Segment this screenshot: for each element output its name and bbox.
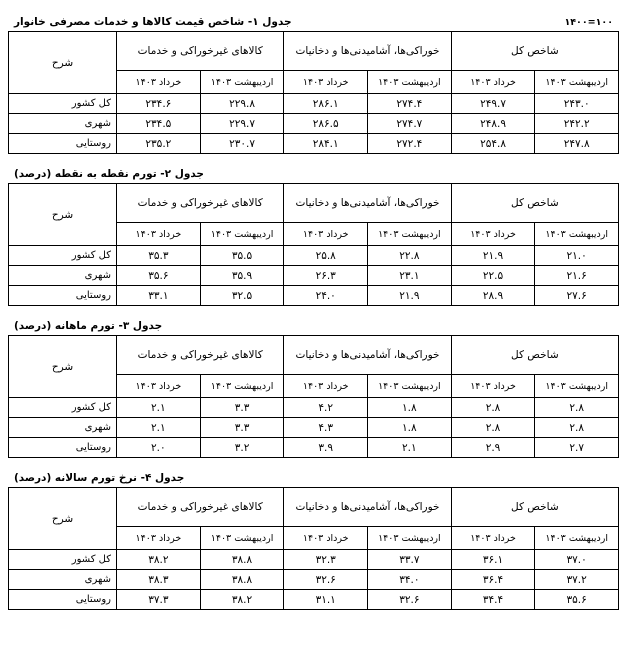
data-cell: ۳۷.۰ [535,550,619,570]
period-header-g2-p2: خرداد ۱۴۰۳ [284,527,368,550]
table-block-1 [8,12,619,154]
data-cell: ۲۳۴.۵ [117,114,201,134]
table-row [9,438,619,458]
period-header-g2-p2: خرداد ۱۴۰۳ [284,71,368,94]
header-row-groups [9,32,619,71]
table-caption-row [8,316,619,335]
column-group-header-1: شاخص کل [451,336,618,375]
table-title: جدول ۱- شاخص قیمت کالاها و خدمات مصرفی خانوار [14,16,292,28]
data-cell: ۲.۹ [451,438,535,458]
data-cell: ۳۶.۱ [451,550,535,570]
period-header-g1-p1: اردیبهشت ۱۴۰۳ [535,71,619,94]
row-label: روستایی [9,134,117,154]
data-cell: ۲۴۹.۷ [451,94,535,114]
caption-spacer [612,331,613,332]
data-cell: ۲۱.۹ [451,246,535,266]
period-header-g3-p1: اردیبهشت ۱۴۰۳ [200,71,284,94]
period-header-g3-p2: خرداد ۱۴۰۳ [117,71,201,94]
description-column-header: شرح [9,488,117,550]
data-cell: ۲۳۰.۷ [200,134,284,154]
data-cell: ۳.۳ [200,418,284,438]
row-label: روستایی [9,286,117,306]
header-row-groups [9,336,619,375]
description-column-header: شرح [9,336,117,398]
data-cell: ۲۸۶.۱ [284,94,368,114]
data-cell: ۳۲.۳ [284,550,368,570]
period-header-g2-p1: اردیبهشت ۱۴۰۳ [368,71,452,94]
data-cell: ۲.۸ [535,418,619,438]
cpi-table [8,487,619,610]
description-column-header: شرح [9,32,117,94]
data-cell: ۳۳.۷ [368,550,452,570]
data-cell: ۳۲.۵ [200,286,284,306]
data-cell: ۲۱.۰ [535,246,619,266]
data-cell: ۳۶.۴ [451,570,535,590]
row-label: شهری [9,266,117,286]
data-cell: ۲۴۸.۹ [451,114,535,134]
caption-spacer [612,179,613,180]
row-label: کل کشور [9,246,117,266]
column-group-header-1: شاخص کل [451,32,618,71]
column-group-header-1: شاخص کل [451,184,618,223]
table-row [9,590,619,610]
column-group-header-2: خوراکی‌ها، آشامیدنی‌ها و دخانیات [284,32,451,71]
period-header-g3-p2: خرداد ۱۴۰۳ [117,527,201,550]
table-row [9,94,619,114]
data-cell: ۱.۸ [368,398,452,418]
data-cell: ۲۱.۶ [535,266,619,286]
row-label: روستایی [9,438,117,458]
data-cell: ۲۵۴.۸ [451,134,535,154]
data-cell: ۲۲۹.۷ [200,114,284,134]
table-title: جدول ۴- نرخ تورم سالانه (درصد) [14,472,185,484]
table-row [9,418,619,438]
description-column-header: شرح [9,184,117,246]
period-header-g1-p2: خرداد ۱۴۰۳ [451,71,535,94]
data-cell: ۳۵.۵ [200,246,284,266]
data-cell: ۲۴.۰ [284,286,368,306]
row-label: شهری [9,418,117,438]
data-cell: ۳۷.۳ [117,590,201,610]
header-row-groups [9,488,619,527]
data-cell: ۳۸.۳ [117,570,201,590]
tables-container [8,12,619,610]
table-row [9,398,619,418]
data-cell: ۲.۸ [535,398,619,418]
cpi-table [8,183,619,306]
column-group-header-3: کالاهای غیرخوراکی و خدمات [117,184,284,223]
column-group-header-2: خوراکی‌ها، آشامیدنی‌ها و دخانیات [284,488,451,527]
cpi-table [8,335,619,458]
table-title: جدول ۳- تورم ماهانه (درصد) [14,320,163,332]
table-caption-row [8,468,619,487]
data-cell: ۲۴۷.۸ [535,134,619,154]
data-cell: ۲۲.۵ [451,266,535,286]
row-label: شهری [9,114,117,134]
data-cell: ۲۸.۹ [451,286,535,306]
period-header-g2-p2: خرداد ۱۴۰۳ [284,375,368,398]
data-cell: ۲۳.۱ [368,266,452,286]
data-cell: ۲۳۵.۲ [117,134,201,154]
data-cell: ۳.۲ [200,438,284,458]
cpi-table [8,31,619,154]
caption-spacer [612,483,613,484]
data-cell: ۲.۸ [451,398,535,418]
period-header-g3-p2: خرداد ۱۴۰۳ [117,223,201,246]
table-row [9,134,619,154]
table-body [9,246,619,306]
data-cell: ۳۷.۲ [535,570,619,590]
data-cell: ۲۱.۹ [368,286,452,306]
period-header-g1-p2: خرداد ۱۴۰۳ [451,223,535,246]
data-cell: ۲۳۴.۶ [117,94,201,114]
data-cell: ۲۴۲.۲ [535,114,619,134]
data-cell: ۲.۷ [535,438,619,458]
data-cell: ۲۵.۸ [284,246,368,266]
data-cell: ۳۸.۸ [200,570,284,590]
data-cell: ۳۵.۶ [117,266,201,286]
header-row-groups [9,184,619,223]
period-header-g2-p1: اردیبهشت ۱۴۰۳ [368,527,452,550]
table-block-4 [8,468,619,610]
column-group-header-3: کالاهای غیرخوراکی و خدمات [117,488,284,527]
period-header-g1-p1: اردیبهشت ۱۴۰۳ [535,527,619,550]
table-block-3 [8,316,619,458]
table-row [9,266,619,286]
period-header-g3-p1: اردیبهشت ۱۴۰۳ [200,375,284,398]
table-title: جدول ۲- تورم نقطه به نقطه (درصد) [14,168,205,180]
data-cell: ۲.۱ [368,438,452,458]
data-cell: ۲۶.۳ [284,266,368,286]
period-header-g1-p1: اردیبهشت ۱۴۰۳ [535,375,619,398]
data-cell: ۳۸.۸ [200,550,284,570]
data-cell: ۲.۰ [117,438,201,458]
data-cell: ۳۸.۲ [200,590,284,610]
data-cell: ۳.۳ [200,398,284,418]
data-cell: ۲۸۴.۱ [284,134,368,154]
data-cell: ۲۲.۸ [368,246,452,266]
data-cell: ۲۴۳.۰ [535,94,619,114]
period-header-g2-p1: اردیبهشت ۱۴۰۳ [368,223,452,246]
data-cell: ۳.۹ [284,438,368,458]
data-cell: ۳۵.۳ [117,246,201,266]
table-body [9,94,619,154]
data-cell: ۲۲۹.۸ [200,94,284,114]
table-header [9,32,619,94]
data-cell: ۲۸۶.۵ [284,114,368,134]
data-cell: ۳۸.۲ [117,550,201,570]
table-body [9,550,619,610]
base-year-note: ۱۴۰۰=۱۰۰ [564,17,613,28]
table-caption-row [8,164,619,183]
row-label: شهری [9,570,117,590]
data-cell: ۳۲.۶ [368,590,452,610]
column-group-header-2: خوراکی‌ها، آشامیدنی‌ها و دخانیات [284,336,451,375]
table-header [9,336,619,398]
data-cell: ۴.۳ [284,418,368,438]
data-cell: ۳۴.۴ [451,590,535,610]
column-group-header-3: کالاهای غیرخوراکی و خدمات [117,32,284,71]
table-row [9,570,619,590]
data-cell: ۳۳.۱ [117,286,201,306]
period-header-g2-p2: خرداد ۱۴۰۳ [284,223,368,246]
period-header-g3-p1: اردیبهشت ۱۴۰۳ [200,527,284,550]
data-cell: ۲۷۲.۴ [368,134,452,154]
data-cell: ۲.۱ [117,398,201,418]
data-cell: ۳۵.۹ [200,266,284,286]
data-cell: ۲.۸ [451,418,535,438]
column-group-header-3: کالاهای غیرخوراکی و خدمات [117,336,284,375]
period-header-g2-p1: اردیبهشت ۱۴۰۳ [368,375,452,398]
data-cell: ۲۷۴.۴ [368,94,452,114]
table-row [9,550,619,570]
row-label: روستایی [9,590,117,610]
period-header-g1-p2: خرداد ۱۴۰۳ [451,527,535,550]
table-block-2 [8,164,619,306]
table-row [9,286,619,306]
row-label: کل کشور [9,398,117,418]
row-label: کل کشور [9,550,117,570]
period-header-g3-p1: اردیبهشت ۱۴۰۳ [200,223,284,246]
period-header-g1-p2: خرداد ۱۴۰۳ [451,375,535,398]
row-label: کل کشور [9,94,117,114]
table-header [9,184,619,246]
table-body [9,398,619,458]
data-cell: ۲.۱ [117,418,201,438]
period-header-g1-p1: اردیبهشت ۱۴۰۳ [535,223,619,246]
table-row [9,114,619,134]
table-caption-row [8,12,619,31]
data-cell: ۳۵.۶ [535,590,619,610]
column-group-header-1: شاخص کل [451,488,618,527]
data-cell: ۳۱.۱ [284,590,368,610]
period-header-g3-p2: خرداد ۱۴۰۳ [117,375,201,398]
table-row [9,246,619,266]
data-cell: ۲۷۴.۷ [368,114,452,134]
table-header [9,488,619,550]
data-cell: ۱.۸ [368,418,452,438]
data-cell: ۲۷.۶ [535,286,619,306]
data-cell: ۴.۲ [284,398,368,418]
data-cell: ۳۴.۰ [368,570,452,590]
data-cell: ۳۲.۶ [284,570,368,590]
column-group-header-2: خوراکی‌ها، آشامیدنی‌ها و دخانیات [284,184,451,223]
